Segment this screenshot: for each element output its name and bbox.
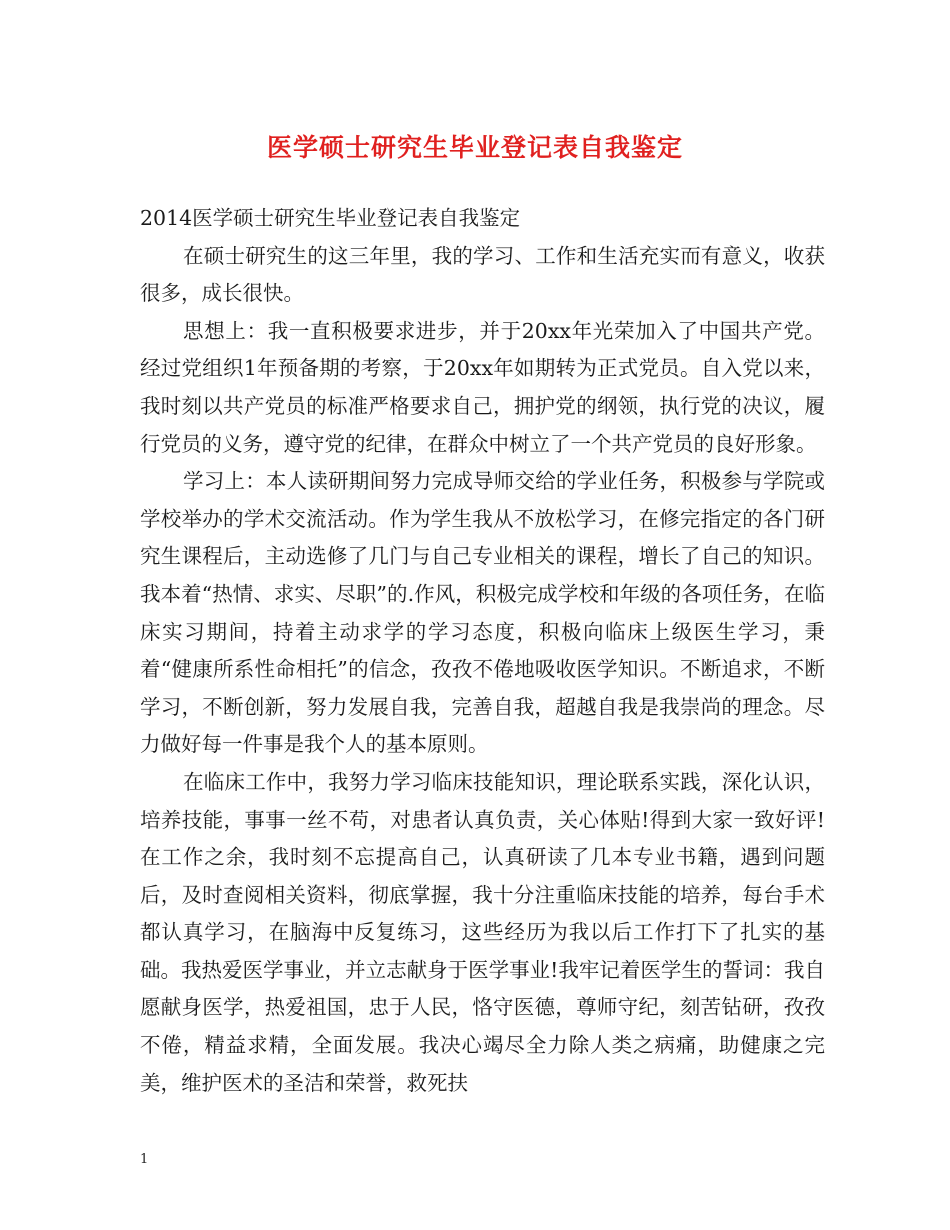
- paragraph-study: 学习上：本人读研期间努力完成导师交给的学业任务，积极参与学院或学校举办的学术交流活动。作为学生我从不放松学习，在修完指定的各门研究生课程后，主动选修了几门与自己专业相关的课程，增长了自己的知识。我本着“热情、求实、尽职”的.作风，积极完成学校和年级的各项任务，在临床实习期间，持着主动求学的学习态度，积极向临床上级医生学习，秉着“健康所系性命相托”的信念，孜孜不倦地吸收医学知识。不断追求，不断学习，不断创新，努力发展自我，完善自我，超越自我是我崇尚的理念。尽力做好每一件事是我个人的基本原则。: [140, 469, 825, 757]
- paragraph-intro: 在硕士研究生的这三年里，我的学习、工作和生活充实而有意义，收获很多，成长很快。: [140, 243, 825, 306]
- page-number: 1: [140, 1152, 149, 1167]
- paragraph-ideology: 思想上：我一直积极要求进步，并于20xx年光荣加入了中国共产党。经过党组织1年预备期的考察，于20xx年如期转为正式党员。自入党以来，我时刻以共产党员的标准严格要求自己，拥护党的纲领，执行党的决议，履行党员的义务，遵守党的纪律，在群众中树立了一个共产党员的良好形象。: [140, 318, 825, 456]
- paragraph-clinical-work: 在临床工作中，我努力学习临床技能知识，理论联系实践，深化认识，培养技能，事事一丝不苟，对患者认真负责，关心体贴!得到大家一致好评!在工作之余，我时刻不忘提高自己，认真研读了几本专业书籍，遇到问题后，及时查阅相关资料，彻底掌握，我十分注重临床技能的培养，每台手术都认真学习，在脑海中反复练习，这些经历为我以后工作打下了扎实的基础。我热爱医学事业，并立志献身于医学事业!我牢记着医学生的誓词：我自愿献身医学，热爱祖国，忠于人民，恪守医德，尊师守纪，刻苦钻研，孜孜不倦，精益求精，全面发展。我决心竭尽全力除人类之病痛，助健康之完美，维护医术的圣洁和荣誉，救死扶: [140, 769, 825, 1095]
- document-body: [140, 200, 825, 1102]
- document-subtitle: 2014医学硕士研究生毕业登记表自我鉴定: [140, 206, 521, 230]
- page-title: 医学硕士研究生毕业登记表自我鉴定: [266, 133, 683, 162]
